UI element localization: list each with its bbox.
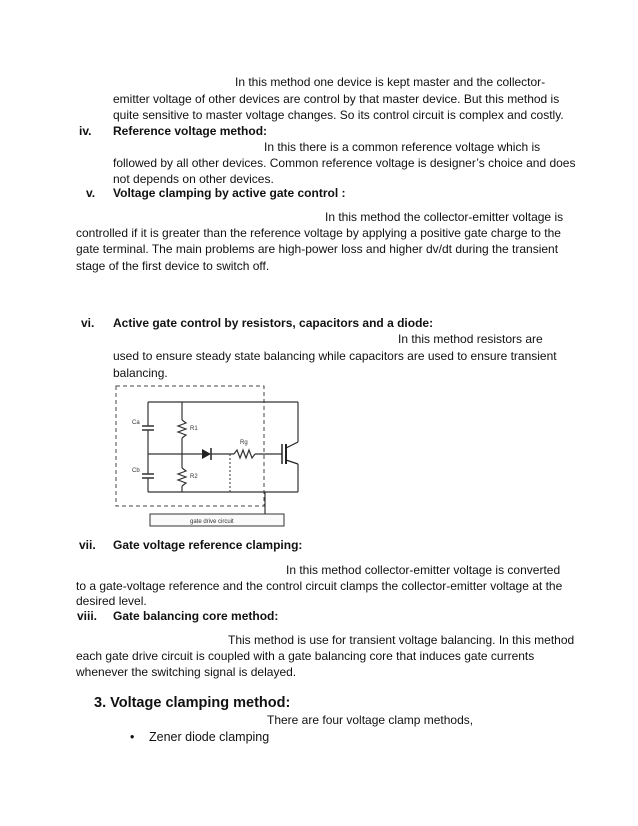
bullet-icon: • [130, 730, 135, 744]
bullet-zener-diode-clamping: Zener diode clamping [149, 730, 270, 744]
master-method-line-2: emitter voltage of other devices are control by that master device. But this method is [113, 92, 560, 106]
item-v-line-3: gate terminal. The main problems are high-power loss and higher dv/dt during the transient [76, 242, 559, 256]
item-v-line-4: stage of the first device to switch off. [76, 259, 270, 273]
resistor-rg [234, 450, 255, 458]
item-iv-line-1: In this there is a common reference voltage which is [264, 140, 541, 154]
resistor-r2 [178, 468, 186, 486]
item-vi-title: Active gate control by resistors, capacitors and a diode: [113, 316, 434, 330]
item-viii-line-2: each gate drive circuit is coupled with a gate balancing core that induces gate currents [76, 649, 535, 663]
dashed-enclosure [116, 386, 264, 506]
diode [202, 449, 211, 459]
label-gate-drive-circuit: gate drive circuit [190, 519, 234, 525]
label-cb: Cb [132, 468, 140, 474]
section-3-intro: There are four voltage clamp methods, [267, 713, 474, 727]
resistor-r1 [178, 420, 186, 438]
item-iv-line-2: followed by all other devices. Common reference voltage is designer’s choice and does [113, 156, 576, 170]
item-vii-line-3: desired level. [76, 594, 147, 608]
item-vi-line-3: balancing. [113, 366, 168, 380]
item-iv-number: iv. [79, 124, 92, 138]
item-v-line-1: In this method the collector-emitter voltage is [325, 210, 564, 224]
master-method-line-1: In this method one device is kept master and the collector- [235, 75, 546, 89]
item-vii-number: vii. [79, 538, 96, 552]
item-viii-line-1: This method is use for transient voltage balancing. In this method [228, 633, 575, 647]
item-iv-title: Reference voltage method: [113, 124, 268, 138]
item-v-number: v. [86, 186, 96, 200]
item-v-title: Voltage clamping by active gate control : [113, 186, 346, 200]
item-v-line-2: controlled if it is greater than the reference voltage by applying a positive gate charge to the [76, 226, 561, 240]
item-iv-line-3: not depends on other devices. [113, 172, 274, 186]
gate-control-circuit-diagram [110, 382, 310, 532]
label-rg: Rg [240, 440, 248, 446]
item-vii-line-1: In this method collector-emitter voltage is converted [286, 563, 561, 577]
item-vii-line-2: to a gate-voltage reference and the control circuit clamps the collector-emitter voltage at the [76, 579, 563, 593]
item-vi-line-1: In this method resistors are [398, 332, 543, 346]
section-3-heading: 3. Voltage clamping method: [94, 695, 291, 711]
item-viii-line-3: whenever the switching signal is delayed. [76, 665, 297, 679]
item-viii-number: viii. [77, 609, 98, 623]
master-method-line-3: quite sensitive to master voltage changes. So its control circuit is complex and costly. [113, 108, 564, 122]
item-vii-title: Gate voltage reference clamping: [113, 538, 303, 552]
label-r2: R2 [190, 474, 198, 480]
label-ca: Ca [132, 420, 140, 426]
item-vi-line-2: used to ensure steady state balancing while capacitors are used to ensure transient [113, 349, 557, 363]
item-viii-title: Gate balancing core method: [113, 609, 279, 623]
label-r1: R1 [190, 426, 198, 432]
item-vi-number: vi. [81, 316, 95, 330]
